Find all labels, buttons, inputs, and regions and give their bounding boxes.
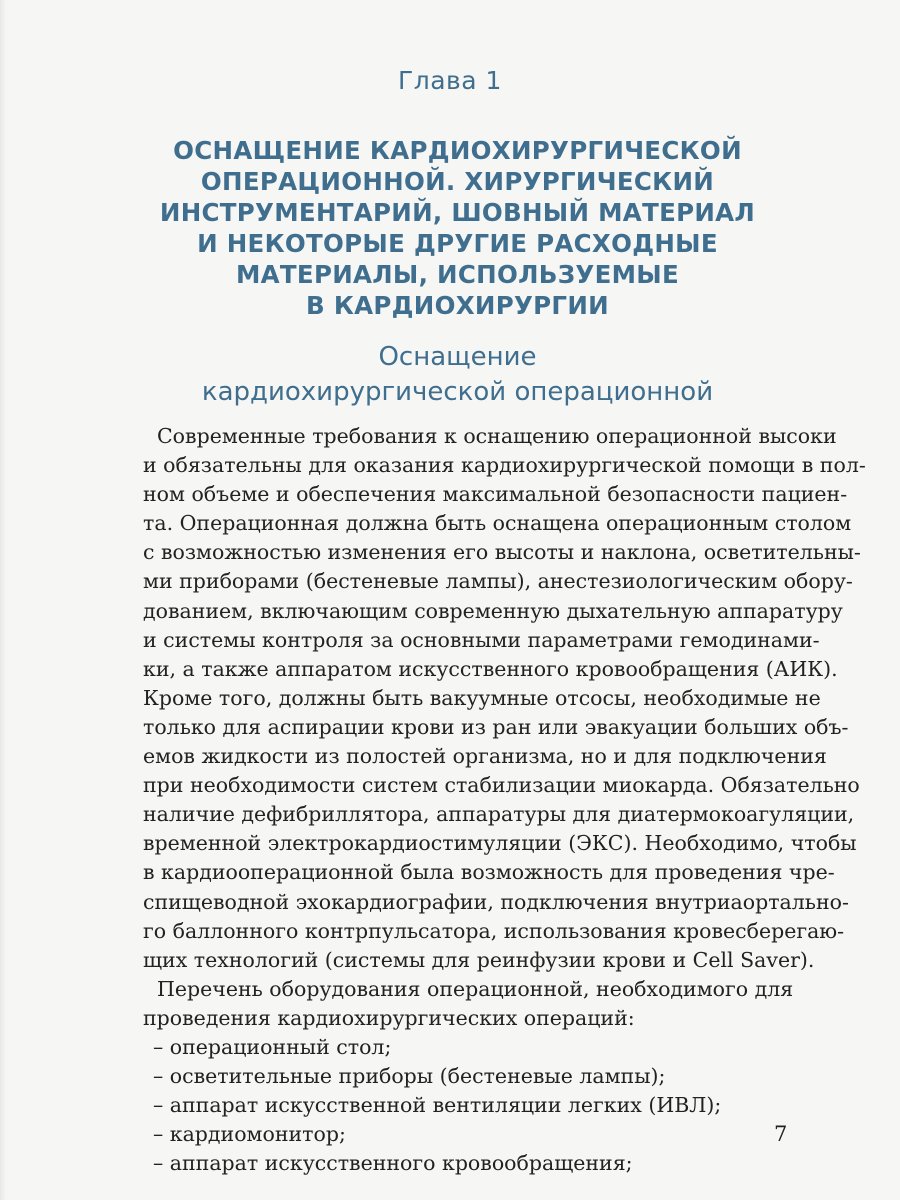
section-title [150,340,765,410]
chapter-title-line: В КАРДИОХИРУРГИИ [306,291,609,320]
equipment-list [143,1033,783,1178]
list-item: – осветительные приборы (бестеневые лампы); [153,1064,666,1089]
text-line: с возможностью изменения его высоты и наклона, осветительны- [143,540,861,565]
text-line: го баллонного контрпульсатора, использования кровесберегаю- [143,918,845,943]
page-number: 7 [774,1122,788,1146]
chapter-title-line: МАТЕРИАЛЫ, ИСПОЛЬЗУЕМЫЕ [235,260,680,289]
chapter-title-line: И НЕКОТОРЫЕ ДРУГИЕ РАСХОДНЫЕ [197,229,718,258]
text-line: временной электрокардиостимуляции (ЭКС). Необходимо, чтобы [143,831,857,856]
list-item: – аппарат искусственной вентиляции легких (ИВЛ); [153,1093,722,1118]
text-line: та. Операционная должна быть оснащена операционным столом [143,511,852,536]
chapter-title-line: ОСНАЩЕНИЕ КАРДИОХИРУРГИЧЕСКОЙ [173,136,742,165]
text-line: ми приборами (бестеневые лампы), анестезиологическим обору- [143,569,853,594]
text-line [143,422,837,451]
text-line: спищеводной эхокардиографии, подключения внутриаортально- [143,889,849,914]
text-line: проведения кардиохирургических операций: [143,1005,635,1030]
chapter-title-line: ОПЕРАЦИОННОЙ. ХИРУРГИЧЕСКИЙ [200,167,715,196]
list-item: – аппарат искусственного кровообращения; [153,1151,633,1176]
text-line: и обязательны для оказания кардиохирургической помощи в пол- [143,453,866,478]
text-line: ном объеме и обеспечения максимальной безопасности пациен- [143,482,848,507]
text-line: емов жидкости из полостей организма, но и для подключения [143,744,827,769]
text-line: и системы контроля за основными параметрами гемодинами- [143,627,820,652]
text-line: наличие дефибриллятора, аппаратуры для диатермокоагуляции, [143,802,855,827]
text-line: дованием, включающим современную дыхательную аппаратуру [143,598,843,623]
section-title-line: Оснащение [378,342,537,372]
text-line: при необходимости систем стабилизации миокарда. Обязательно [143,773,860,798]
text-line [143,975,794,1004]
page-edge-shadow [0,0,6,1200]
chapter-title-line: ИНСТРУМЕНТАРИЙ, ШОВНЫЙ МАТЕРИАЛ [159,198,756,227]
body-text [143,422,866,1178]
text-line-content: Современные требования к оснащению операционной высоки [157,424,837,448]
paragraph-2 [143,975,794,1033]
text-line: Кроме того, должны быть вакуумные отсосы, необходимые не [143,685,821,710]
list-item: – операционный стол; [153,1034,392,1059]
text-line: в кардиооперационной была возможность для проведения чре- [143,860,835,885]
chapter-title [150,135,765,321]
text-line: ки, а также аппаратом искусственного кровообращения (АИК). [143,656,838,681]
section-title-line: кардиохирургической операционной [201,377,714,407]
text-line-content: Перечень оборудования операционной, необходимого для [157,976,794,1001]
paragraph-1 [143,422,866,975]
list-item: – кардиомонитор; [153,1122,346,1147]
text-line: щих технологий (системы для реинфузии крови и Cell Saver). [143,947,815,972]
text-line: только для аспирации крови из ран или эвакуации больших объ- [143,714,849,739]
chapter-label: Глава 1 [398,66,502,95]
